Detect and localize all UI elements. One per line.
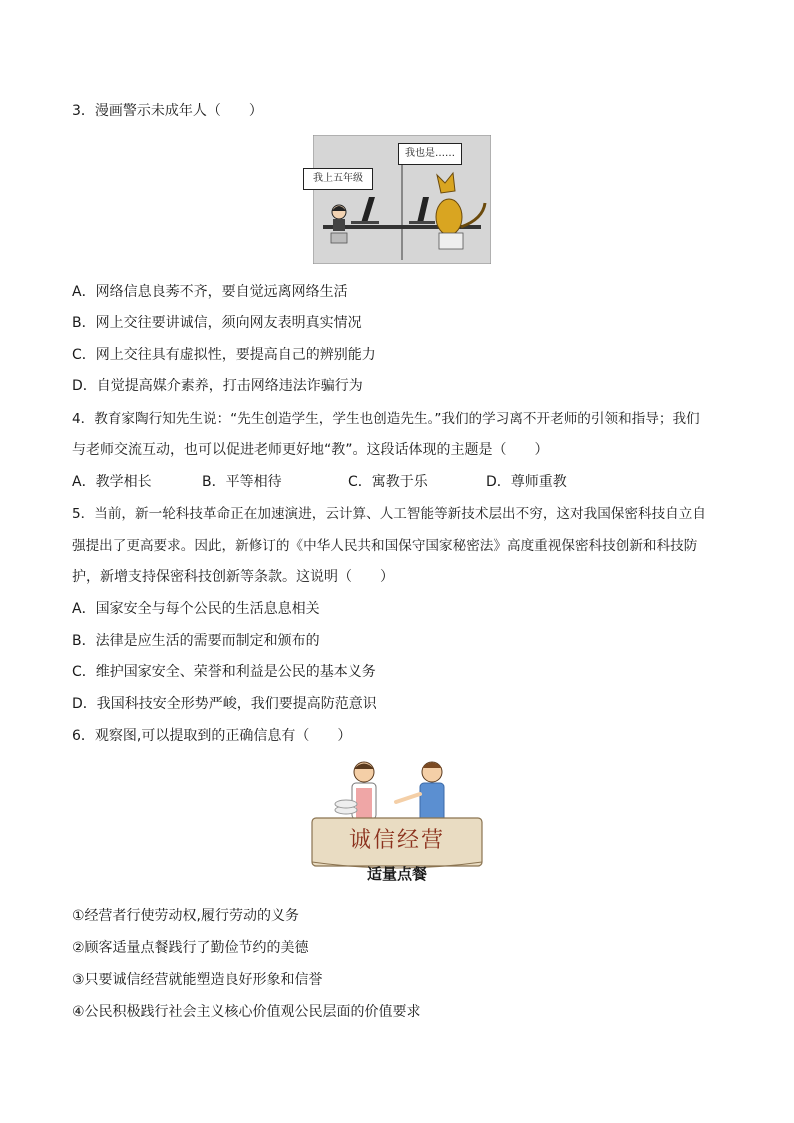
- speech-bubble-left: 我上五年级: [303, 168, 373, 190]
- q6-statement-3: ③只要诚信经营就能塑造良好形象和信誉: [72, 972, 323, 988]
- q4-option-c: C．寓教于乐: [348, 474, 428, 490]
- q5-stem-line1: 5．当前，新一轮科技革命正在加速演进，云计算、人工智能等新技术层出不穷，这对我国保密科技自立自: [72, 506, 706, 522]
- q3-option-b: B．网上交往要讲诚信，须向网友表明真实情况: [72, 315, 362, 331]
- q4-options: [72, 472, 567, 492]
- q3-option-a: A．网络信息良莠不齐，要自觉远离网络生活: [72, 284, 348, 300]
- q3-cartoon: [313, 135, 491, 264]
- q5-option-a: A．国家安全与每个公民的生活息息相关: [72, 601, 320, 617]
- q5-option-b: B．法律是应生活的需要而制定和颁布的: [72, 633, 320, 649]
- speech-bubble-right: 我也是……: [398, 143, 462, 165]
- q6-statement-1: ①经营者行使劳动权,履行劳动的义务: [72, 908, 300, 924]
- q5-stem-line3: 护，新增支持保密科技创新等条款。这说明（ ）: [72, 569, 394, 585]
- q4-stem-line1: 4．教育家陶行知先生说：“先生创造学生，学生也创造先生。”我们的学习离不开老师的引领和指导；我们: [72, 411, 700, 427]
- q4-option-a: A．教学相长: [72, 474, 152, 490]
- q3-option-c: C．网上交往具有虚拟性，要提高自己的辨别能力: [72, 347, 376, 363]
- q6-illustration: [302, 758, 492, 886]
- q6-statement-4: ④公民积极践行社会主义核心价值观公民层面的价值要求: [72, 1004, 421, 1020]
- banner-text: 诚信经营: [348, 828, 445, 853]
- q3-stem: 3．漫画警示未成年人（ ）: [72, 103, 263, 119]
- q5-option-c: C．维护国家安全、荣誉和利益是公民的基本义务: [72, 664, 376, 680]
- q3-option-d: D．自觉提高媒介素养，打击网络违法诈骗行为: [72, 378, 363, 394]
- q6-statement-2: ②顾客适量点餐践行了勤俭节约的美德: [72, 940, 309, 956]
- q5-stem-line2: 强提出了更高要求。因此，新修订的《中华人民共和国保守国家秘密法》高度重视保密科技创新和科技防: [72, 538, 698, 554]
- q5-option-d: D．我国科技安全形势严峻，我们要提高防范意识: [72, 696, 377, 712]
- q4-option-b: B．平等相待: [202, 474, 282, 490]
- q4-option-d: D．尊师重教: [486, 474, 567, 490]
- figure-caption: 适量点餐: [366, 865, 427, 883]
- q4-stem-line2: 与老师交流互动，也可以促进老师更好地“教”。这段话体现的主题是（ ）: [72, 442, 549, 458]
- q6-stem: 6．观察图,可以提取到的正确信息有（ ）: [72, 728, 352, 744]
